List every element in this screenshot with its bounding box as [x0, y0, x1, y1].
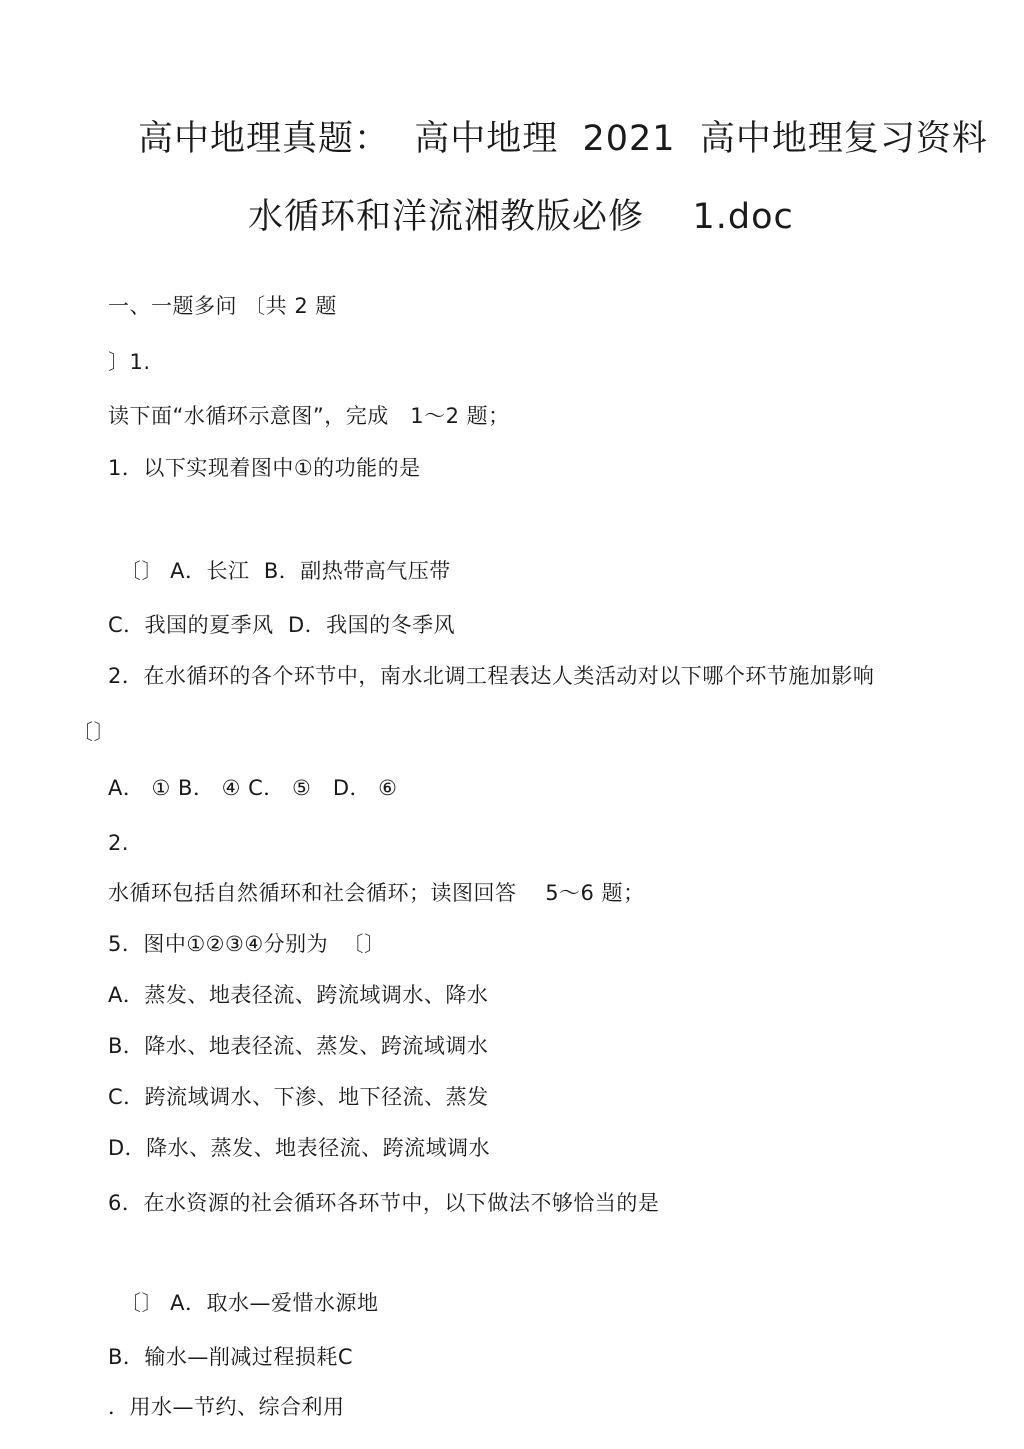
question-1-options-cd: C．我国的夏季风 D．我国的冬季风 — [108, 613, 456, 637]
question-intro-2: 水循环包括自然循环和社会循环；读图回答 5～6 题； — [108, 881, 645, 905]
question-6-option-a: 〔〕 A．取水—爱惜水源地 — [120, 1291, 379, 1315]
question-5-option-a: A．蒸发、地表径流、跨流域调水、降水 — [108, 983, 489, 1007]
question-1-options-ab: 〔〕 A．长江 B．副热带高气压带 — [120, 559, 451, 583]
question-group-number-2: 2. — [108, 831, 130, 855]
question-1-stem: 1．以下实现着图中①的功能的是 — [108, 456, 421, 480]
question-intro: 读下面“水循环示意图”，完成 1～2 题； — [108, 404, 510, 428]
question-2-bracket: 〔〕 — [72, 720, 115, 744]
question-6-stem: 6．在水资源的社会循环各环节中，以下做法不够恰当的是 — [108, 1191, 660, 1215]
section-heading: 一、一题多问 〔共 2 题 — [108, 294, 337, 318]
question-group-number: 〕1. — [108, 350, 151, 374]
question-5-option-b: B．降水、地表径流、蒸发、跨流域调水 — [108, 1034, 489, 1058]
question-6-option-c: ．用水—节约、综合利用 — [108, 1395, 345, 1419]
question-5-stem: 5．图中①②③④分别为 〔〕 — [108, 932, 386, 956]
document-title-line-2: 水循环和洋流湘教版必修 1.doc — [248, 197, 794, 237]
document-title-line-1: 高中地理真题： 高中地理 2021 高中地理复习资料 — [138, 119, 988, 159]
question-2-stem: 2．在水循环的各个环节中，南水北调工程表达人类活动对以下哪个环节施加影响 — [108, 664, 875, 688]
question-2-options: A． ① B． ④ C． ⑤ D． ⑥ — [108, 776, 398, 800]
question-6-option-b: B．输水—削减过程损耗C — [108, 1345, 354, 1369]
question-5-option-d: D．降水、蒸发、地表径流、跨流域调水 — [108, 1136, 491, 1160]
question-5-option-c: C．跨流域调水、下渗、地下径流、蒸发 — [108, 1085, 489, 1109]
